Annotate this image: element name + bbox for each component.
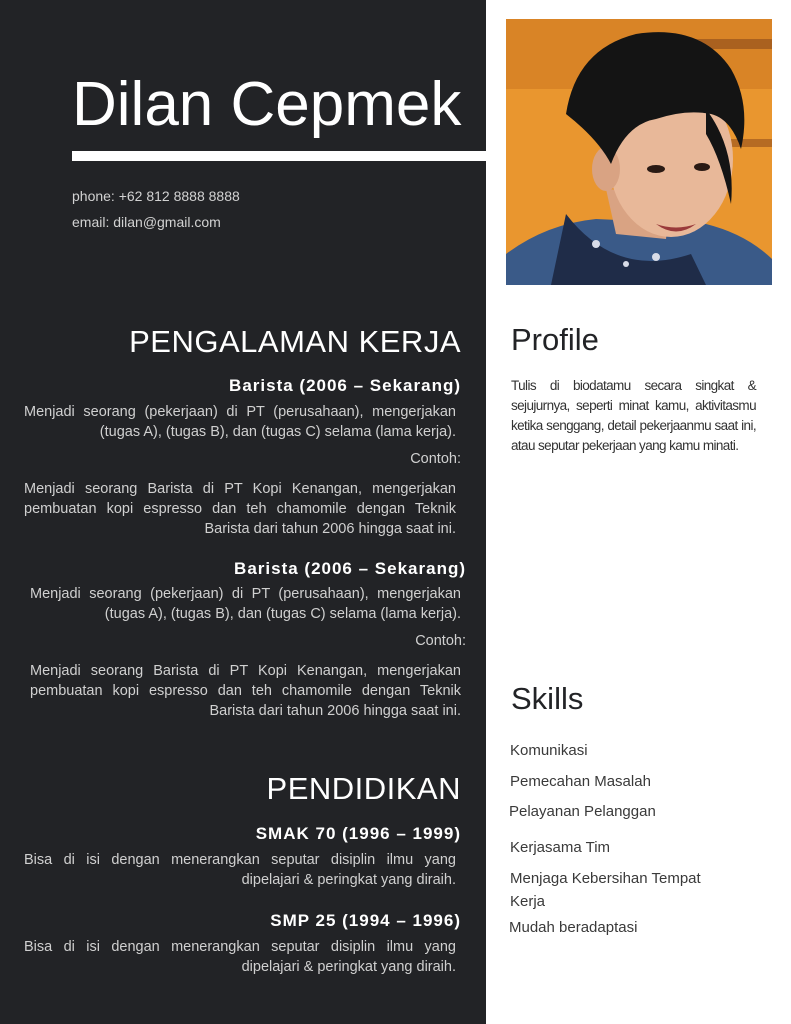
skill-item: Pelayanan Pelanggan (509, 803, 656, 820)
name-underline (72, 151, 486, 161)
job-1-example-label: Contoh: (410, 451, 461, 467)
school-1-description: Bisa di isi dengan menerangkan seputar disiplin ilmu yang dipelajari & peringkat yang diraih. (24, 852, 456, 888)
profile-text: Tulis di biodatamu secara singkat & sejujurnya, seperti minat kamu, aktivitasmu ketika senggang, detail pekerjaanmu saat ini, atau seputar pekerjaan yang kamu minati. (511, 378, 756, 453)
education-heading: PENDIDIKAN (266, 771, 461, 806)
skill-item: Mudah beradaptasi (509, 919, 638, 936)
skills-heading: Skills (511, 681, 584, 716)
skill-item: Komunikasi (510, 742, 588, 759)
job-1-example: Menjadi seorang Barista di PT Kopi Kenangan, mengerjakan pembuatan kopi espresso dan teh chamomile dengan Teknik Barista dari tahun 2006 hingga saat ini. (24, 481, 456, 537)
job-2-title: Barista (2006 – Sekarang) (234, 559, 466, 578)
resume-name: Dilan Cepmek (72, 70, 462, 139)
skill-item: Pemecahan Masalah (510, 773, 651, 790)
phone-text: phone: +62 812 8888 8888 (72, 188, 240, 204)
school-2-description: Bisa di isi dengan menerangkan seputar disiplin ilmu yang dipelajari & peringkat yang diraih. (24, 939, 456, 975)
experience-heading: PENGALAMAN KERJA (129, 324, 461, 359)
skill-item: Menjaga Kebersihan Tempat Kerja (510, 870, 701, 910)
profile-heading: Profile (511, 322, 599, 357)
school-2-title: SMP 25 (1994 – 1996) (270, 911, 461, 930)
job-2-description: Menjadi seorang (pekerjaan) di PT (perusahaan), mengerjakan (tugas A), (tugas B), dan (tugas C) selama (lama kerja). (30, 586, 461, 622)
portrait-image (506, 19, 772, 285)
job-1-description: Menjadi seorang (pekerjaan) di PT (perusahaan), mengerjakan (tugas A), (tugas B), dan (tugas C) selama (lama kerja). (24, 404, 456, 440)
job-2-example-label: Contoh: (415, 633, 466, 649)
job-2-example: Menjadi seorang Barista di PT Kopi Kenangan, mengerjakan pembuatan kopi espresso dan teh chamomile dengan Teknik Barista dari tahun 2006 hingga saat ini. (30, 663, 461, 719)
profile-photo (506, 19, 772, 285)
email-text: email: dilan@gmail.com (72, 214, 221, 230)
skill-item: Kerjasama Tim (510, 839, 611, 856)
school-1-title: SMAK 70 (1996 – 1999) (255, 824, 461, 843)
job-1-title: Barista (2006 – Sekarang) (229, 376, 461, 395)
